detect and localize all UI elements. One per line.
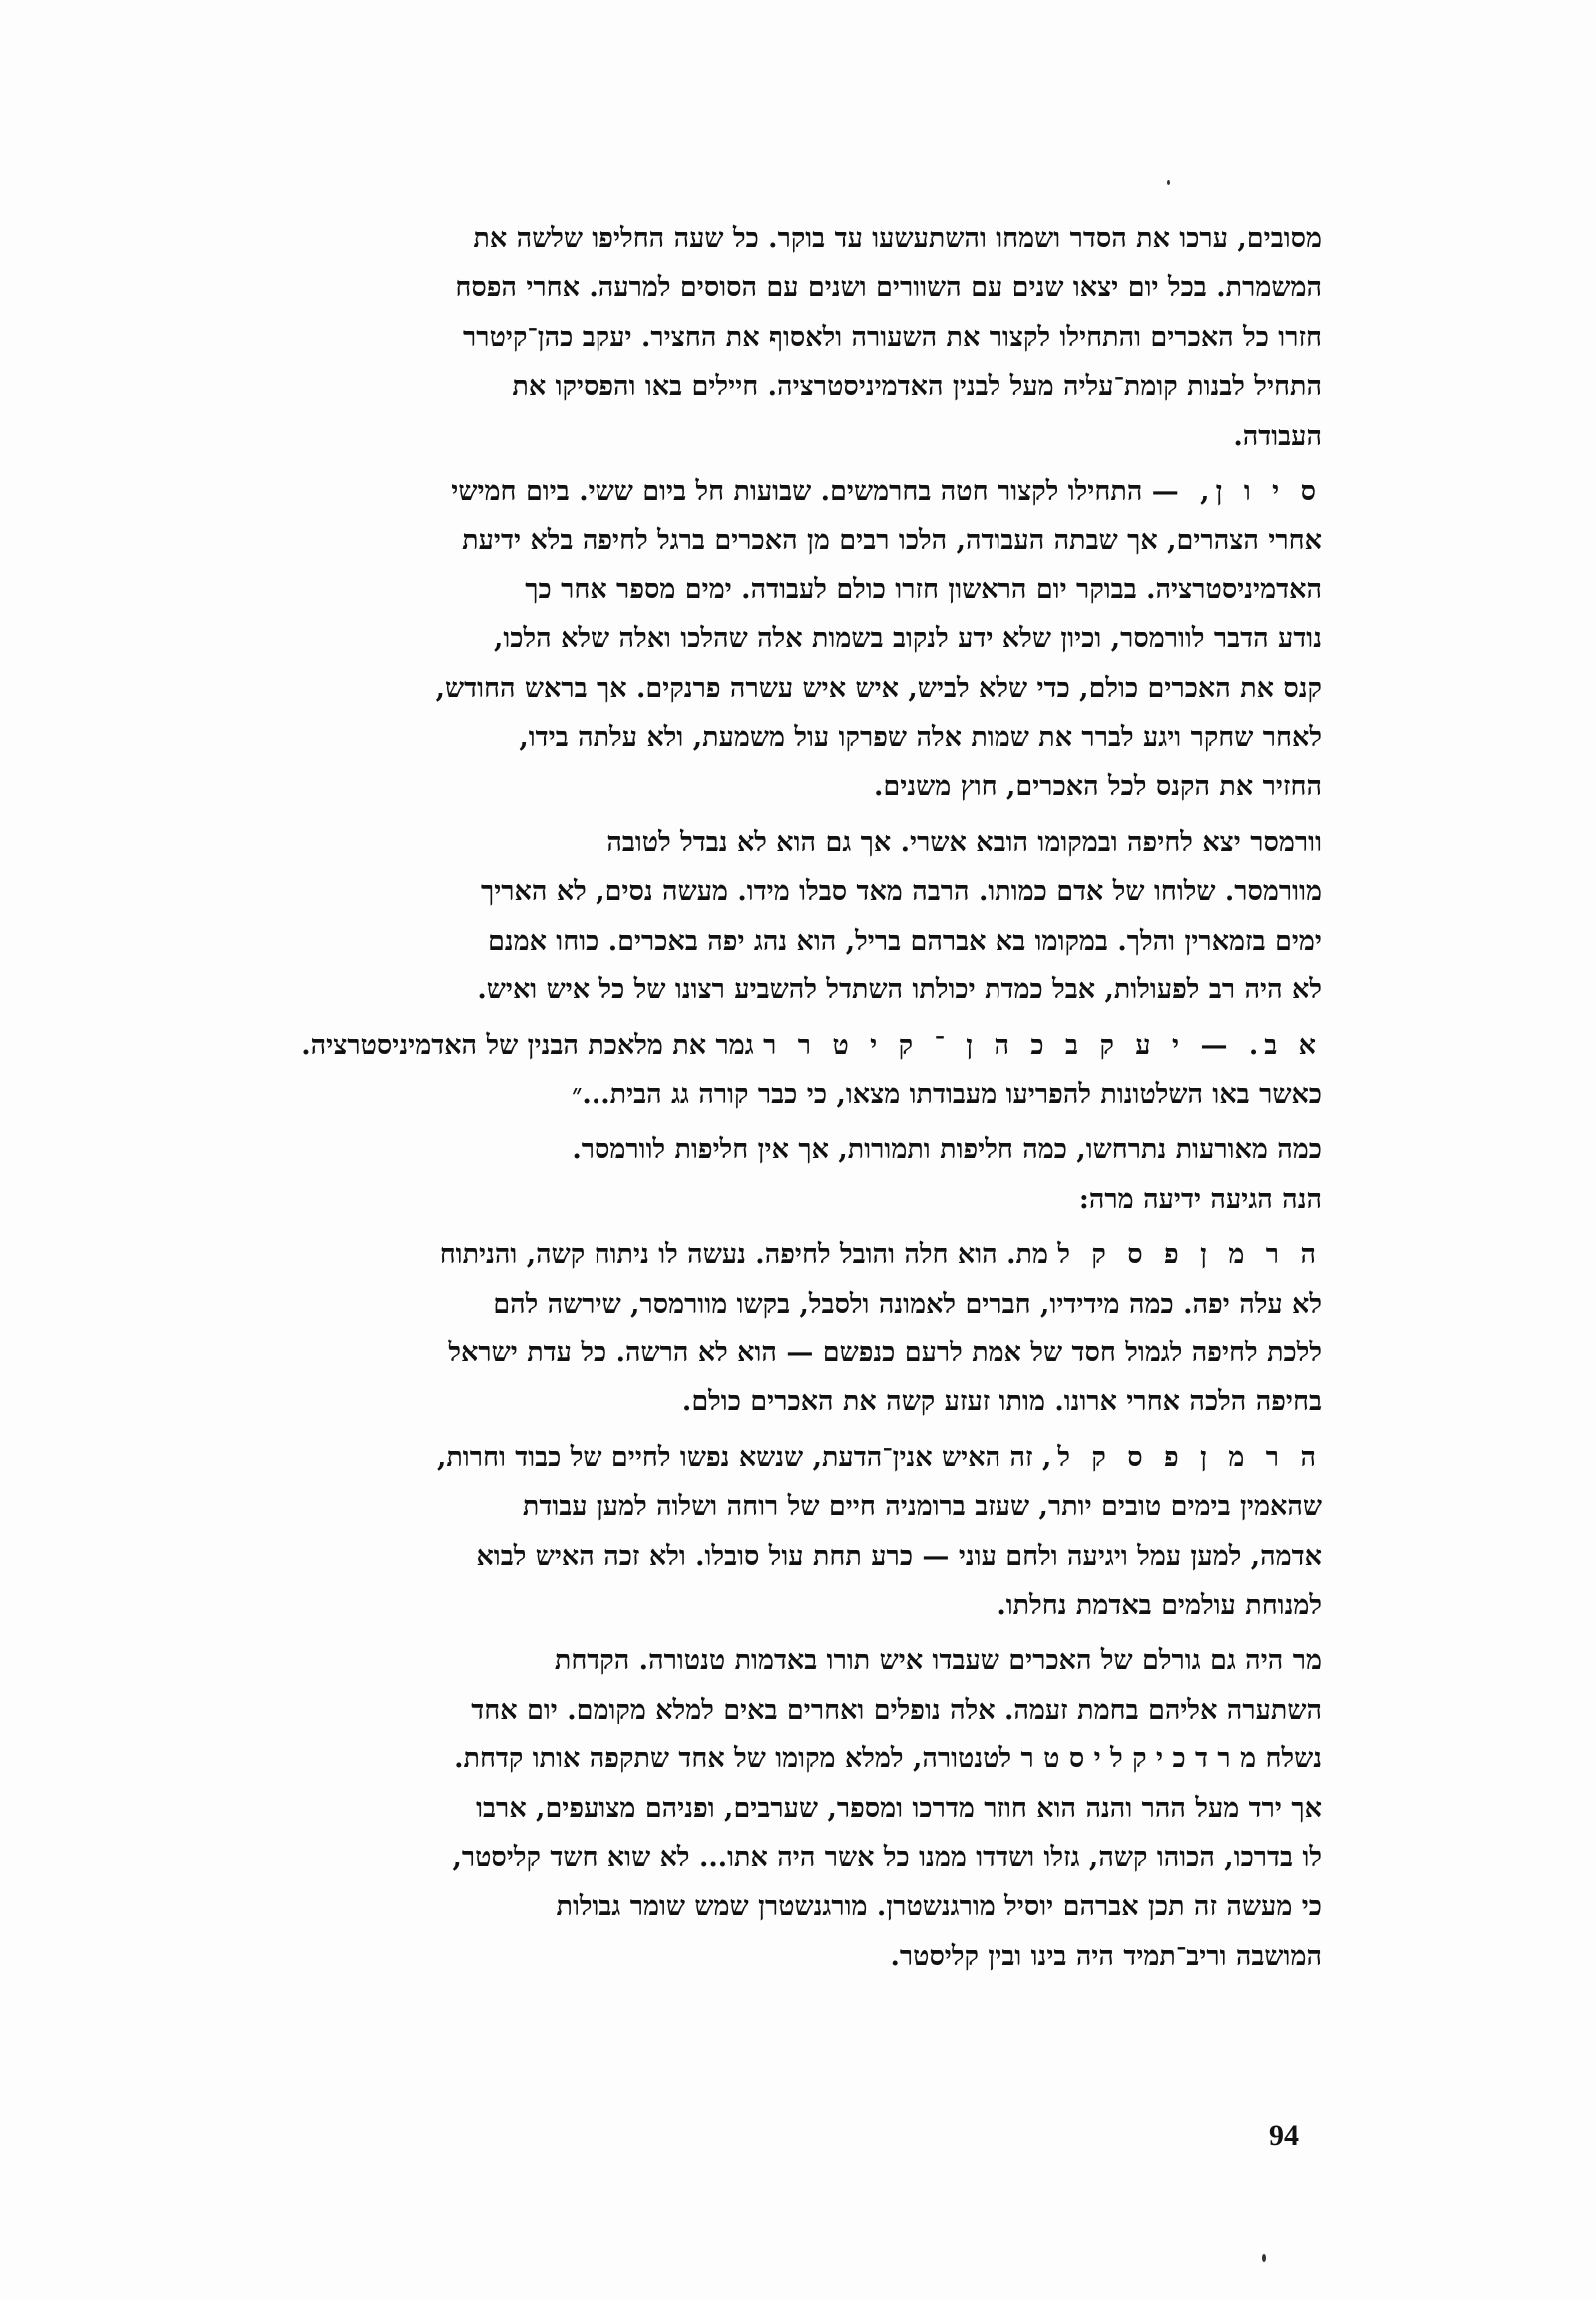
text-line: לאחר שחקר ויגע לברר את שמות אלה שפרקו עול משמעת, ולא עלתה בידו, xyxy=(519,722,1322,754)
month-heading: א ב. — י ע ק ב כ ה ן ־ ק י ט ר ר xyxy=(763,1029,1322,1061)
text-line: ימים בזמארין והלך. במקומו בא אברהם בריל, הוא נהג יפה באכרים. כוחו אמנם xyxy=(487,925,1322,957)
text-line xyxy=(254,467,1322,516)
text-line xyxy=(254,1230,1322,1279)
text-line xyxy=(254,1433,1322,1482)
text-line: התחיל לבנות קומת־עליה מעל לבנין האדמיניסטרציה. חיילים באו והפסיקו את xyxy=(512,371,1322,403)
paragraph xyxy=(254,1125,1322,1224)
text-line-content: מת. הוא חלה והובל לחיפה. נעשה לו ניתוח קשה, והניתוח xyxy=(439,1239,1048,1271)
text-line: למנוחת עולמים באדמת נחלתו. xyxy=(997,1589,1322,1621)
paragraph xyxy=(254,818,1322,1015)
body-text xyxy=(254,214,1322,1987)
paragraph xyxy=(254,1636,1322,1981)
text-line: השתערה אליהם בחמת זעמה. אלה נופלים ואחרים באים למלא מקומם. יום אחד xyxy=(471,1694,1322,1725)
text-line: כמה מאורעות נתרחשו, כמה חליפות ותמורות, אך אין חליפות לוורמסר. xyxy=(572,1134,1322,1166)
text-line: קנס את האכרים כולם, כדי שלא לביש, איש איש עשרה פרנקים. אך בראש החודש, xyxy=(435,672,1322,704)
text-line xyxy=(254,1021,1322,1070)
text-line: מסובים, ערכו את הסדר ושמחו והשתעשעו עד בוקר. כל שעה החליפו שלשה את xyxy=(473,223,1322,254)
text-line: מר היה גם גורלם של האכרים שעבדו איש תורו באדמות טנטורה. הקדחת xyxy=(554,1645,1322,1677)
text-line: המשמרת. בכל יום יצאו שנים עם השוורים ושנים עם הסוסים למרעה. אחרי הפסח xyxy=(455,272,1322,304)
scan-speck xyxy=(1167,180,1170,185)
text-line: חזרו כל האכרים והתחילו לקצור את השעורה ולאסוף את החציר. יעקב כהן־קיטרר xyxy=(463,321,1322,353)
text-line: כאשר באו השלטונות להפריעו מעבודתו מצאו, כי כבר קורה גג הבית...״ xyxy=(572,1078,1322,1110)
text-line: אחרי הצהרים, אך שבתה העבודה, הלכו רבים מן האכרים ברגל לחיפה בלא ידיעת xyxy=(462,525,1322,557)
text-line: כי מעשה זה תכן אברהם יוסיל מורגנשטרן. מורגנשטרן שמש שומר גבולות xyxy=(556,1891,1322,1923)
text-line: אדמה, למען עמל ויגיעה ולחם עוני — כרע תחת עול סובלו. ולא זכה האיש לבוא xyxy=(476,1540,1322,1572)
paragraph-sivan xyxy=(254,467,1322,812)
text-line: שהאמין בימים טובים יותר, שעזב ברומניה חיים של רוחה ושלוה למען עבודת xyxy=(522,1491,1322,1523)
text-line: ללכת לחיפה לגמול חסד של אמת לרעם כנפשם — הוא לא הרשה. כל עדת ישראל xyxy=(448,1337,1322,1368)
paragraph xyxy=(254,1433,1322,1631)
person-name: ה ר מ ן פ ס ק ל, xyxy=(1041,1441,1322,1473)
text-line: לא עלה יפה. כמה מידידיו, חברים לאמונה ולסבל, בקשו מוורמסר, שירשה להם xyxy=(493,1288,1322,1320)
text-line: נשלח מ ר ד כ י ק ל י ס ט ר לטנטורה, למלא מקומו של אחד שתקפה אותו קדחת. xyxy=(454,1743,1322,1775)
text-line: אך ירד מעל ההר והנה הוא חוזר מדרכו ומספר, שערבים, ופניהם מצועפים, ארבו xyxy=(476,1792,1322,1824)
text-line: מוורמסר. שלוחו של אדם כמותו. הרבה מאד סבלו מידו. מעשה נסים, לא האריך xyxy=(480,876,1322,908)
month-heading: ס י ו ן, — xyxy=(1151,476,1322,508)
text-line-content: גמר את מלאכת הבנין של האדמיניסטרציה. xyxy=(301,1029,754,1061)
text-line: הנה הגיעה ידיעה מרה: xyxy=(1078,1183,1322,1215)
text-line: וורמסר יצא לחיפה ובמקומו הובא אשרי. אך גם הוא לא נבדל לטובה xyxy=(606,826,1322,858)
paragraph xyxy=(254,1230,1322,1427)
text-line: המושבה וריב־תמיד היה בינו ובין קליסטר. xyxy=(890,1940,1322,1972)
text-line: החזיר את הקנס לכל האכרים, חוץ משנים. xyxy=(874,771,1322,803)
text-line: העבודה. xyxy=(1233,420,1322,452)
text-line: לו בדרכו, הכוהו קשה, גזלו ושדדו ממנו כל אשר היה אתו... לא שוא חשד קליסטר, xyxy=(452,1842,1322,1873)
page-number: 94 xyxy=(1269,2119,1299,2152)
paragraph-av xyxy=(254,1021,1322,1120)
text-line: האדמיניסטרציה. בבוקר יום הראשון חזרו כולם לעבודה. ימים מספר אחר כך xyxy=(525,574,1322,605)
text-line: בחיפה הלכה אחרי ארונו. מותו זעזע קשה את האכרים כולם. xyxy=(681,1386,1322,1418)
text-line-content: זה האיש אנין־הדעת, שנשא נפשו לחיים של כבוד וחרות, xyxy=(436,1441,1033,1473)
text-line: נודע הדבר לוורמסר, וכיון שלא ידע לנקוב בשמות אלה שהלכו ואלה שלא הלכו, xyxy=(494,623,1322,655)
paragraph xyxy=(254,214,1322,461)
text-line-content: התחילו לקצור חטה בחרמשים. שבועות חל ביום ששי. ביום חמישי xyxy=(451,476,1143,508)
scan-speck xyxy=(1262,2254,1266,2262)
person-name: ה ר מ ן פ ס ק ל xyxy=(1057,1239,1322,1271)
text-line: לא היה רב לפעולות, אבל כמדת יכולתו השתדל להשביע רצונו של כל איש ואיש. xyxy=(477,974,1322,1006)
